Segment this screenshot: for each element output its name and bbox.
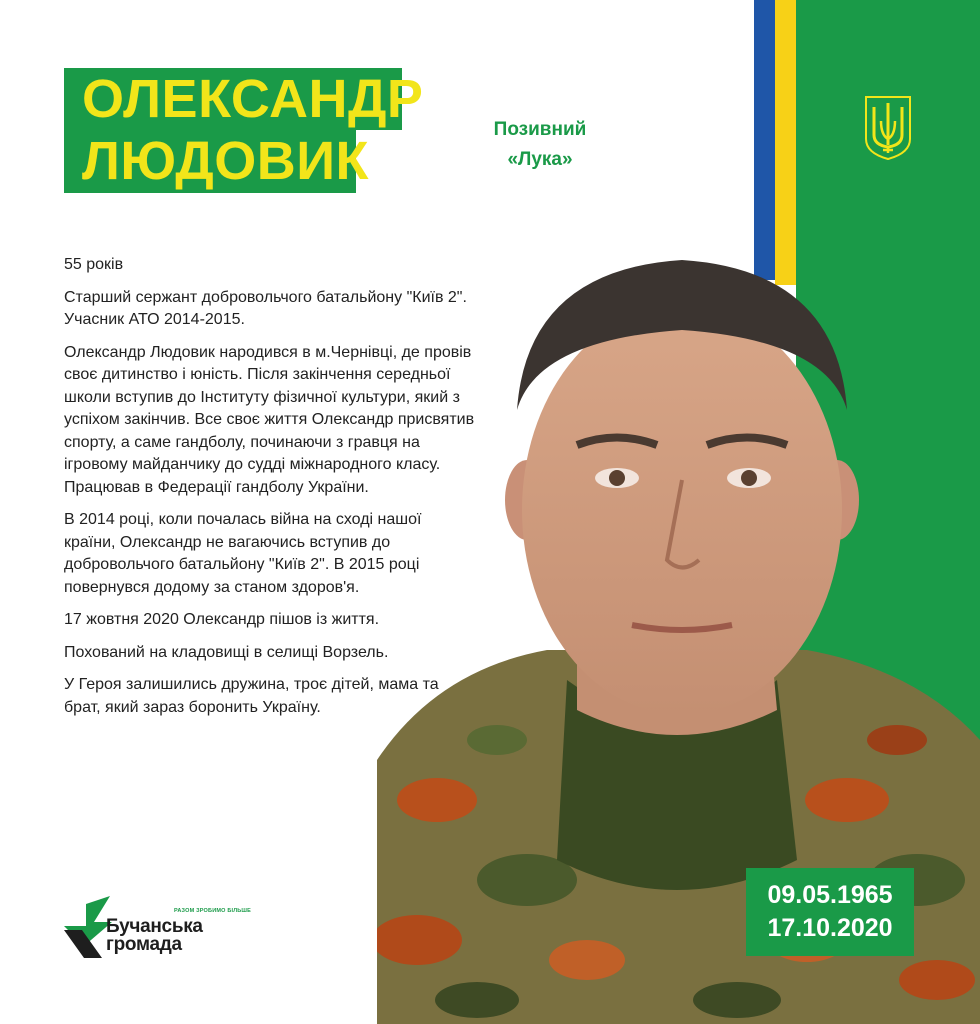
bio-veteran: Учасник АТО 2014-2015.	[64, 311, 245, 328]
bucha-community-logo	[64, 896, 264, 960]
logo-text-line-2: громада	[106, 934, 182, 955]
callsign-label: Позивний	[493, 119, 587, 140]
birth-date: 09.05.1965	[767, 881, 893, 909]
callsign-block	[470, 115, 610, 175]
bio-paragraph-1: Олександр Людовик народився в м.Чернівці, де провів своє дитинство і юність. Після закінчення середньої школи вступив до Інституту фізичної культури, який з успіхом закінчив. Все своє життя Олександр присвятив спорту, а саме гандболу, починаючи з гравця на ігровому майданчику до судді міжнародного класу. Працював в Федерації гандболу України.	[64, 343, 475, 496]
trident-icon	[864, 95, 912, 161]
logo-tagline: РАЗОМ ЗРОБИМО БІЛЬШЕ	[174, 908, 252, 914]
bio-death: 17 жовтня 2020 Олександр пішов із життя.	[64, 611, 380, 628]
death-date: 17.10.2020	[767, 914, 893, 942]
bio-burial: Похований на кладовищі в селищі Ворзель.	[64, 643, 389, 661]
name-first: ОЛЕКСАНДР	[64, 68, 402, 130]
life-dates	[746, 868, 914, 956]
name-last: ЛЮДОВИК	[64, 130, 356, 193]
bio-family: У Героя залишились дружина, троє дітей, мама та брат, який зараз боронить Україну.	[64, 676, 439, 716]
bio-age: 55 років	[64, 256, 124, 273]
callsign-value: «Лука»	[507, 149, 573, 170]
bio-rank: Старший сержант добровольчого батальйону "Київ 2".	[64, 288, 467, 306]
flag-stripe-blue	[754, 0, 775, 280]
bio-paragraph-2: В 2014 році, коли почалась війна на сході нашої країни, Олександр не вагаючись вступив до добровольчого батальйону "Київ 2". В 2015 році повернувся додому за станом здоров'я.	[64, 511, 422, 596]
logo-text-line-1: Бучанська	[106, 916, 203, 937]
